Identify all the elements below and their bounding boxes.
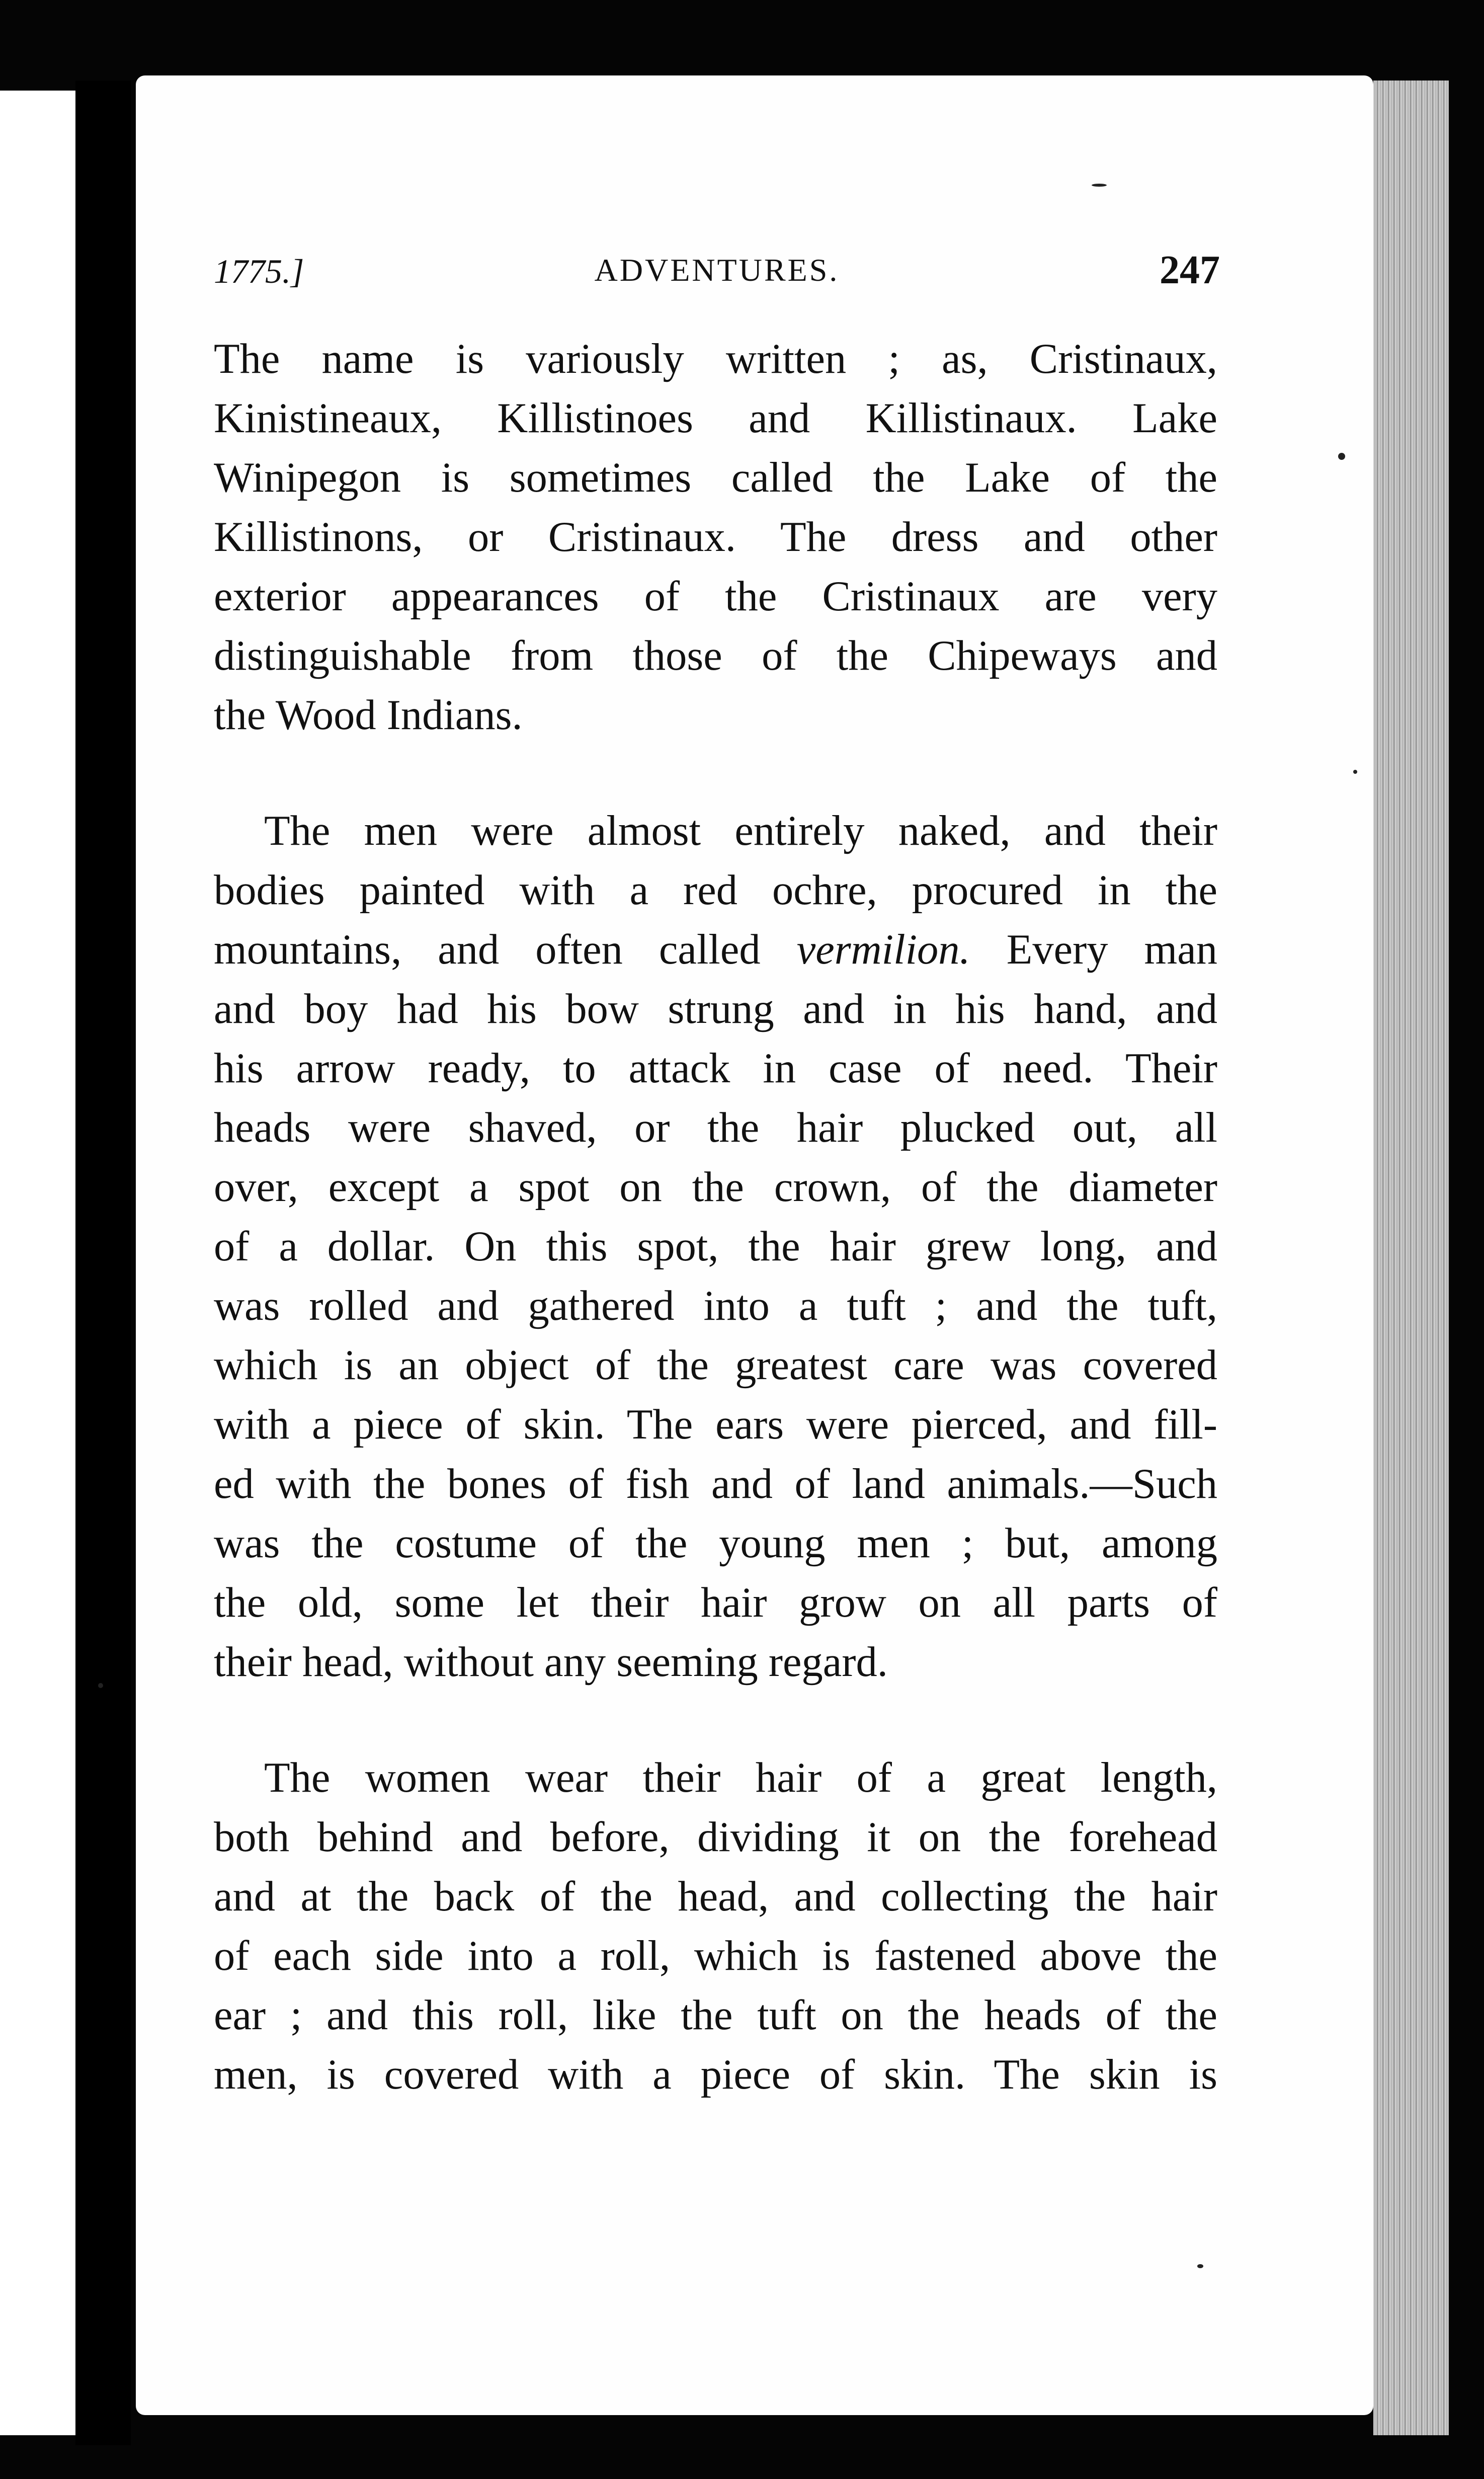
- text-line: their head, without any seeming regard.: [214, 1639, 888, 1686]
- scan-speck: [98, 1683, 103, 1688]
- text-line: over, except a spot on the crown, of the diameter: [214, 1164, 1217, 1211]
- text-line: bodies painted with a red ochre, procured in the: [214, 867, 1217, 914]
- paragraph-gap: [214, 745, 1217, 802]
- text-line: was rolled and gathered into a tuft ; and the tuft,: [214, 1283, 1217, 1329]
- header-year: 1775.]: [214, 252, 304, 290]
- text-line: both behind and before, dividing it on the forehead: [214, 1814, 1217, 1861]
- adjacent-page-edge: [0, 91, 75, 2435]
- text-fragment: mountains, and often called: [214, 926, 761, 973]
- page-number: 247: [1160, 248, 1220, 292]
- text-line: his arrow ready, to attack in case of need. Their: [214, 1045, 1217, 1092]
- scan-speck: [1092, 184, 1107, 187]
- text-line-with-italic: [214, 920, 1217, 980]
- text-line: of a dollar. On this spot, the hair grew long, and: [214, 1223, 1217, 1270]
- page-stack-edge: [1373, 81, 1449, 2435]
- italic-term: vermilion.: [796, 926, 970, 973]
- text-line: The name is variously written ; as, Cristinaux,: [214, 336, 1217, 382]
- text-line: the old, some let their hair grow on all parts of: [214, 1579, 1217, 1626]
- text-line: was the costume of the young men ; but, among: [214, 1520, 1217, 1567]
- scan-speck: [1338, 453, 1345, 460]
- text-line: Killistinons, or Cristinaux. The dress and other: [214, 514, 1217, 561]
- text-line: ed with the bones of fish and of land animals.—Such: [214, 1461, 1217, 1507]
- text-line: and boy had his bow strung and in his hand, and: [214, 986, 1217, 1032]
- text-line: Winipegon is sometimes called the Lake of the: [214, 454, 1217, 501]
- book-gutter: [75, 81, 131, 2445]
- text-line: which is an object of the greatest care was covered: [214, 1342, 1217, 1389]
- text-line: Kinistineaux, Killistinoes and Killistinaux. Lake: [214, 395, 1217, 442]
- text-line: the Wood Indians.: [214, 692, 523, 739]
- text-line: heads were shaved, or the hair plucked out, all: [214, 1104, 1217, 1151]
- text-line: with a piece of skin. The ears were pierced, and fill-: [214, 1401, 1217, 1448]
- text-line: The women wear their hair of a great length,: [264, 1754, 1217, 1801]
- running-header: [214, 236, 1220, 297]
- text-fragment: Every man: [1006, 926, 1217, 973]
- text-line: and at the back of the head, and collecting the hair: [214, 1873, 1217, 1920]
- header-title: ADVENTURES.: [594, 252, 840, 288]
- text-line: The men were almost entirely naked, and their: [264, 808, 1217, 854]
- text-line: exterior appearances of the Cristinaux are very: [214, 573, 1217, 620]
- text-line: of each side into a roll, which is fastened above the: [214, 1933, 1217, 1979]
- page-body: [214, 330, 1217, 2105]
- scan-speck: [1197, 2264, 1203, 2268]
- text-line: ear ; and this roll, like the tuft on the heads of the: [214, 1992, 1217, 2039]
- paragraph-gap: [214, 1692, 1217, 1748]
- text-line: men, is covered with a piece of skin. The skin is: [214, 2051, 1217, 2098]
- scan-speck: [1353, 770, 1357, 774]
- text-line: distinguishable from those of the Chipeways and: [214, 632, 1217, 679]
